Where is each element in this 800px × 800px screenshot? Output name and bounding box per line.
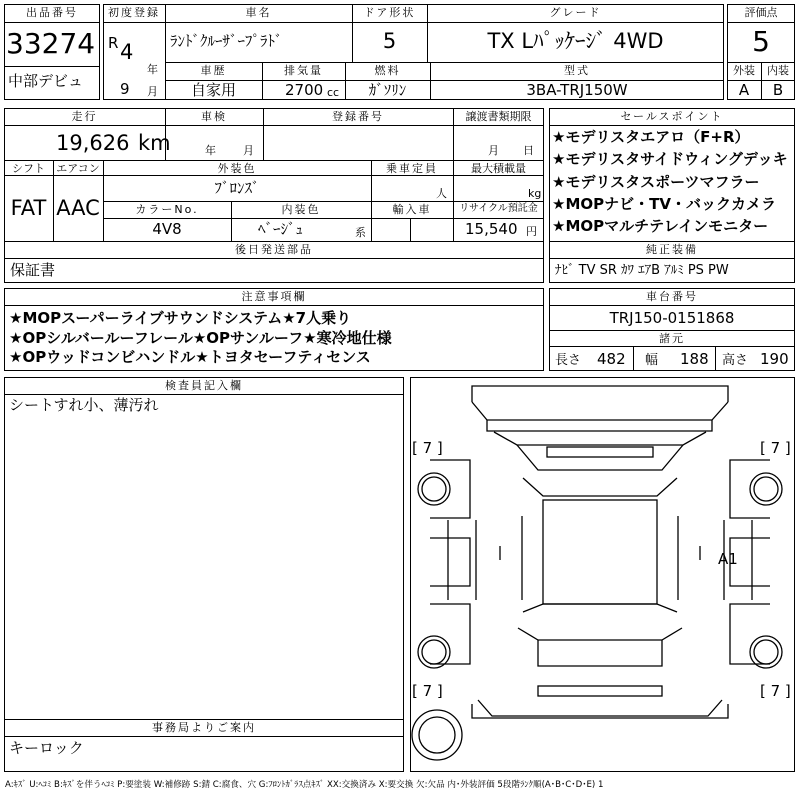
debut-label: 中部デビュ [8, 72, 84, 90]
sales-point-item: ★モデリスタサイドウィングデッキ [552, 150, 788, 168]
displacement-label: 排気量 [284, 64, 323, 77]
later-parts-value: 保証書 [10, 261, 56, 279]
int-color-suffix: 系 [355, 226, 366, 239]
sales-point-item: ★モデリスタスポーツマフラー [552, 173, 760, 191]
aircon-value: AAC [56, 196, 100, 220]
inspection-month-unit: 月 [243, 144, 254, 157]
lot-label: 出品番号 [26, 6, 78, 19]
equipment-label: 純正装備 [646, 243, 698, 256]
first-reg-year: 4 [120, 40, 134, 64]
inspector-label: 検査員記入欄 [165, 379, 243, 392]
month-unit: 月 [147, 85, 158, 98]
color-no-label: カラーNo. [135, 203, 199, 216]
model-value: 3BA-TRJ150W [526, 81, 628, 99]
capacity-label: 乗車定員 [386, 162, 438, 175]
ext-color-value: ﾌﾞﾛﾝｽﾞ [214, 179, 260, 197]
color-no-value: 4V8 [152, 220, 182, 238]
ext-color-label: 外装色 [217, 162, 257, 175]
aircon-label: エアコン [56, 162, 100, 175]
history-value: 自家用 [190, 81, 236, 99]
tire-mark-rear-right: [ 7 ] [760, 682, 791, 700]
width-value: 188 [680, 350, 709, 368]
mileage-unit: km [138, 131, 171, 155]
chassis-number: TRJ150-0151868 [609, 309, 735, 327]
displacement-unit: cc [327, 86, 340, 99]
tire-mark-front-left: [ 7 ] [412, 439, 443, 457]
legend-text: A:ｷｽﾞ U:ﾍｺﾐ B:ｷｽﾞを伴うﾍｺﾐ P:要塗装 W:補修跡 S:錆 C:腐食、穴 G:ﾌﾛﾝﾄｶﾞﾗｽ点ｷｽﾞ XX:交換済み X:要交換 欠:欠品 内･外装評価 5段階ﾗﾝｸ順(A･B･C･D･E) 1 [5, 780, 604, 790]
import-label: 輸入車 [392, 203, 432, 216]
note-line: ★MOPスーパーライブサウンドシステム★7人乗り [9, 309, 352, 327]
later-parts-label: 後日発送部品 [235, 243, 313, 256]
transfer-day-unit: 日 [523, 144, 534, 157]
note-line: ★OPウッドコンビハンドル★トヨタセーフティセンス [9, 348, 371, 366]
score-label: 評価点 [744, 6, 778, 19]
transfer-month-unit: 月 [488, 144, 499, 157]
length-label: 長さ [555, 353, 582, 368]
sales-point-item: ★MOPナビ・TV・バックカメラ [552, 195, 776, 213]
doors-label: ドア形状 [363, 6, 416, 19]
mileage-value: 19,626 [56, 131, 130, 155]
int-color-label: 内装色 [281, 203, 321, 216]
int-color-value: ﾍﾞｰｼﾞｭ [258, 220, 304, 238]
height-value: 190 [760, 350, 789, 368]
mileage-label: 走行 [71, 110, 98, 123]
equipment-value: ﾅﾋﾞ TV SR ｶﾜ ｴｱB ｱﾙﾐ PS PW [555, 263, 729, 278]
grade-label: グレード [549, 6, 602, 19]
era-label: R [108, 34, 119, 52]
interior-label: 内装 [767, 64, 789, 77]
width-label: 幅 [645, 353, 659, 368]
displacement-value: 2700 [285, 81, 324, 99]
lot-number: 33274 [6, 27, 96, 60]
height-label: 高さ [722, 353, 749, 368]
tire-mark-front-right: [ 7 ] [760, 439, 791, 457]
notes-label: 注意事項欄 [241, 290, 307, 303]
inspector-comment: シートすれ小、薄汚れ [9, 396, 159, 414]
first-reg-label: 初度登録 [108, 6, 160, 19]
chassis-label: 車台番号 [646, 290, 698, 303]
inspection-year-unit: 年 [205, 144, 216, 157]
tire-mark-rear-left: [ 7 ] [412, 682, 443, 700]
reg-number-label: 登録番号 [332, 110, 384, 123]
year-unit: 年 [147, 63, 158, 76]
exterior-label: 外装 [733, 64, 755, 77]
office-label: 事務局よりご案内 [152, 721, 256, 734]
sales-point-item: ★MOPマルチテレインモニター [552, 217, 769, 235]
history-label: 車歴 [200, 64, 227, 77]
score-value: 5 [752, 25, 770, 58]
model-label: 型式 [564, 64, 590, 77]
transfer-label: 譲渡書類期限 [465, 110, 532, 123]
office-note: キーロック [9, 739, 84, 757]
recycle-label: リサイクル預託金 [459, 203, 538, 214]
car-name-label: 車名 [245, 6, 272, 19]
max-load-unit: kg [528, 187, 542, 200]
car-name: ﾗﾝﾄﾞｸﾙｰｻﾞｰﾌﾟﾗﾄﾞ [170, 32, 283, 50]
inspection-label: 車検 [201, 110, 227, 123]
shift-value: FAT [10, 196, 47, 220]
length-value: 482 [597, 350, 626, 368]
recycle-unit: 円 [526, 225, 537, 238]
sales-points-label: セールスポイント [620, 110, 724, 123]
grade-value: TX Lﾊﾟｯｹｰｼﾞ 4WD [487, 29, 664, 53]
max-load-label: 最大積載量 [471, 162, 526, 175]
first-reg-month: 9 [120, 80, 130, 98]
note-line: ★OPシルバールーフレール★OPサンルーフ★寒冷地仕様 [9, 329, 392, 347]
spec-label: 諸元 [659, 332, 685, 345]
doors-value: 5 [382, 29, 397, 53]
recycle-value: 15,540 [465, 220, 518, 238]
interior-grade: B [772, 81, 784, 99]
exterior-grade: A [738, 81, 750, 99]
fuel-value: ｶﾞｿﾘﾝ [368, 81, 407, 99]
damage-mark-a1: A1 [718, 550, 738, 568]
shift-label: シフト [12, 162, 45, 175]
capacity-unit: 人 [436, 187, 447, 200]
fuel-label: 燃料 [374, 64, 401, 77]
sales-point-item: ★モデリスタエアロ（F+R） [552, 128, 750, 146]
